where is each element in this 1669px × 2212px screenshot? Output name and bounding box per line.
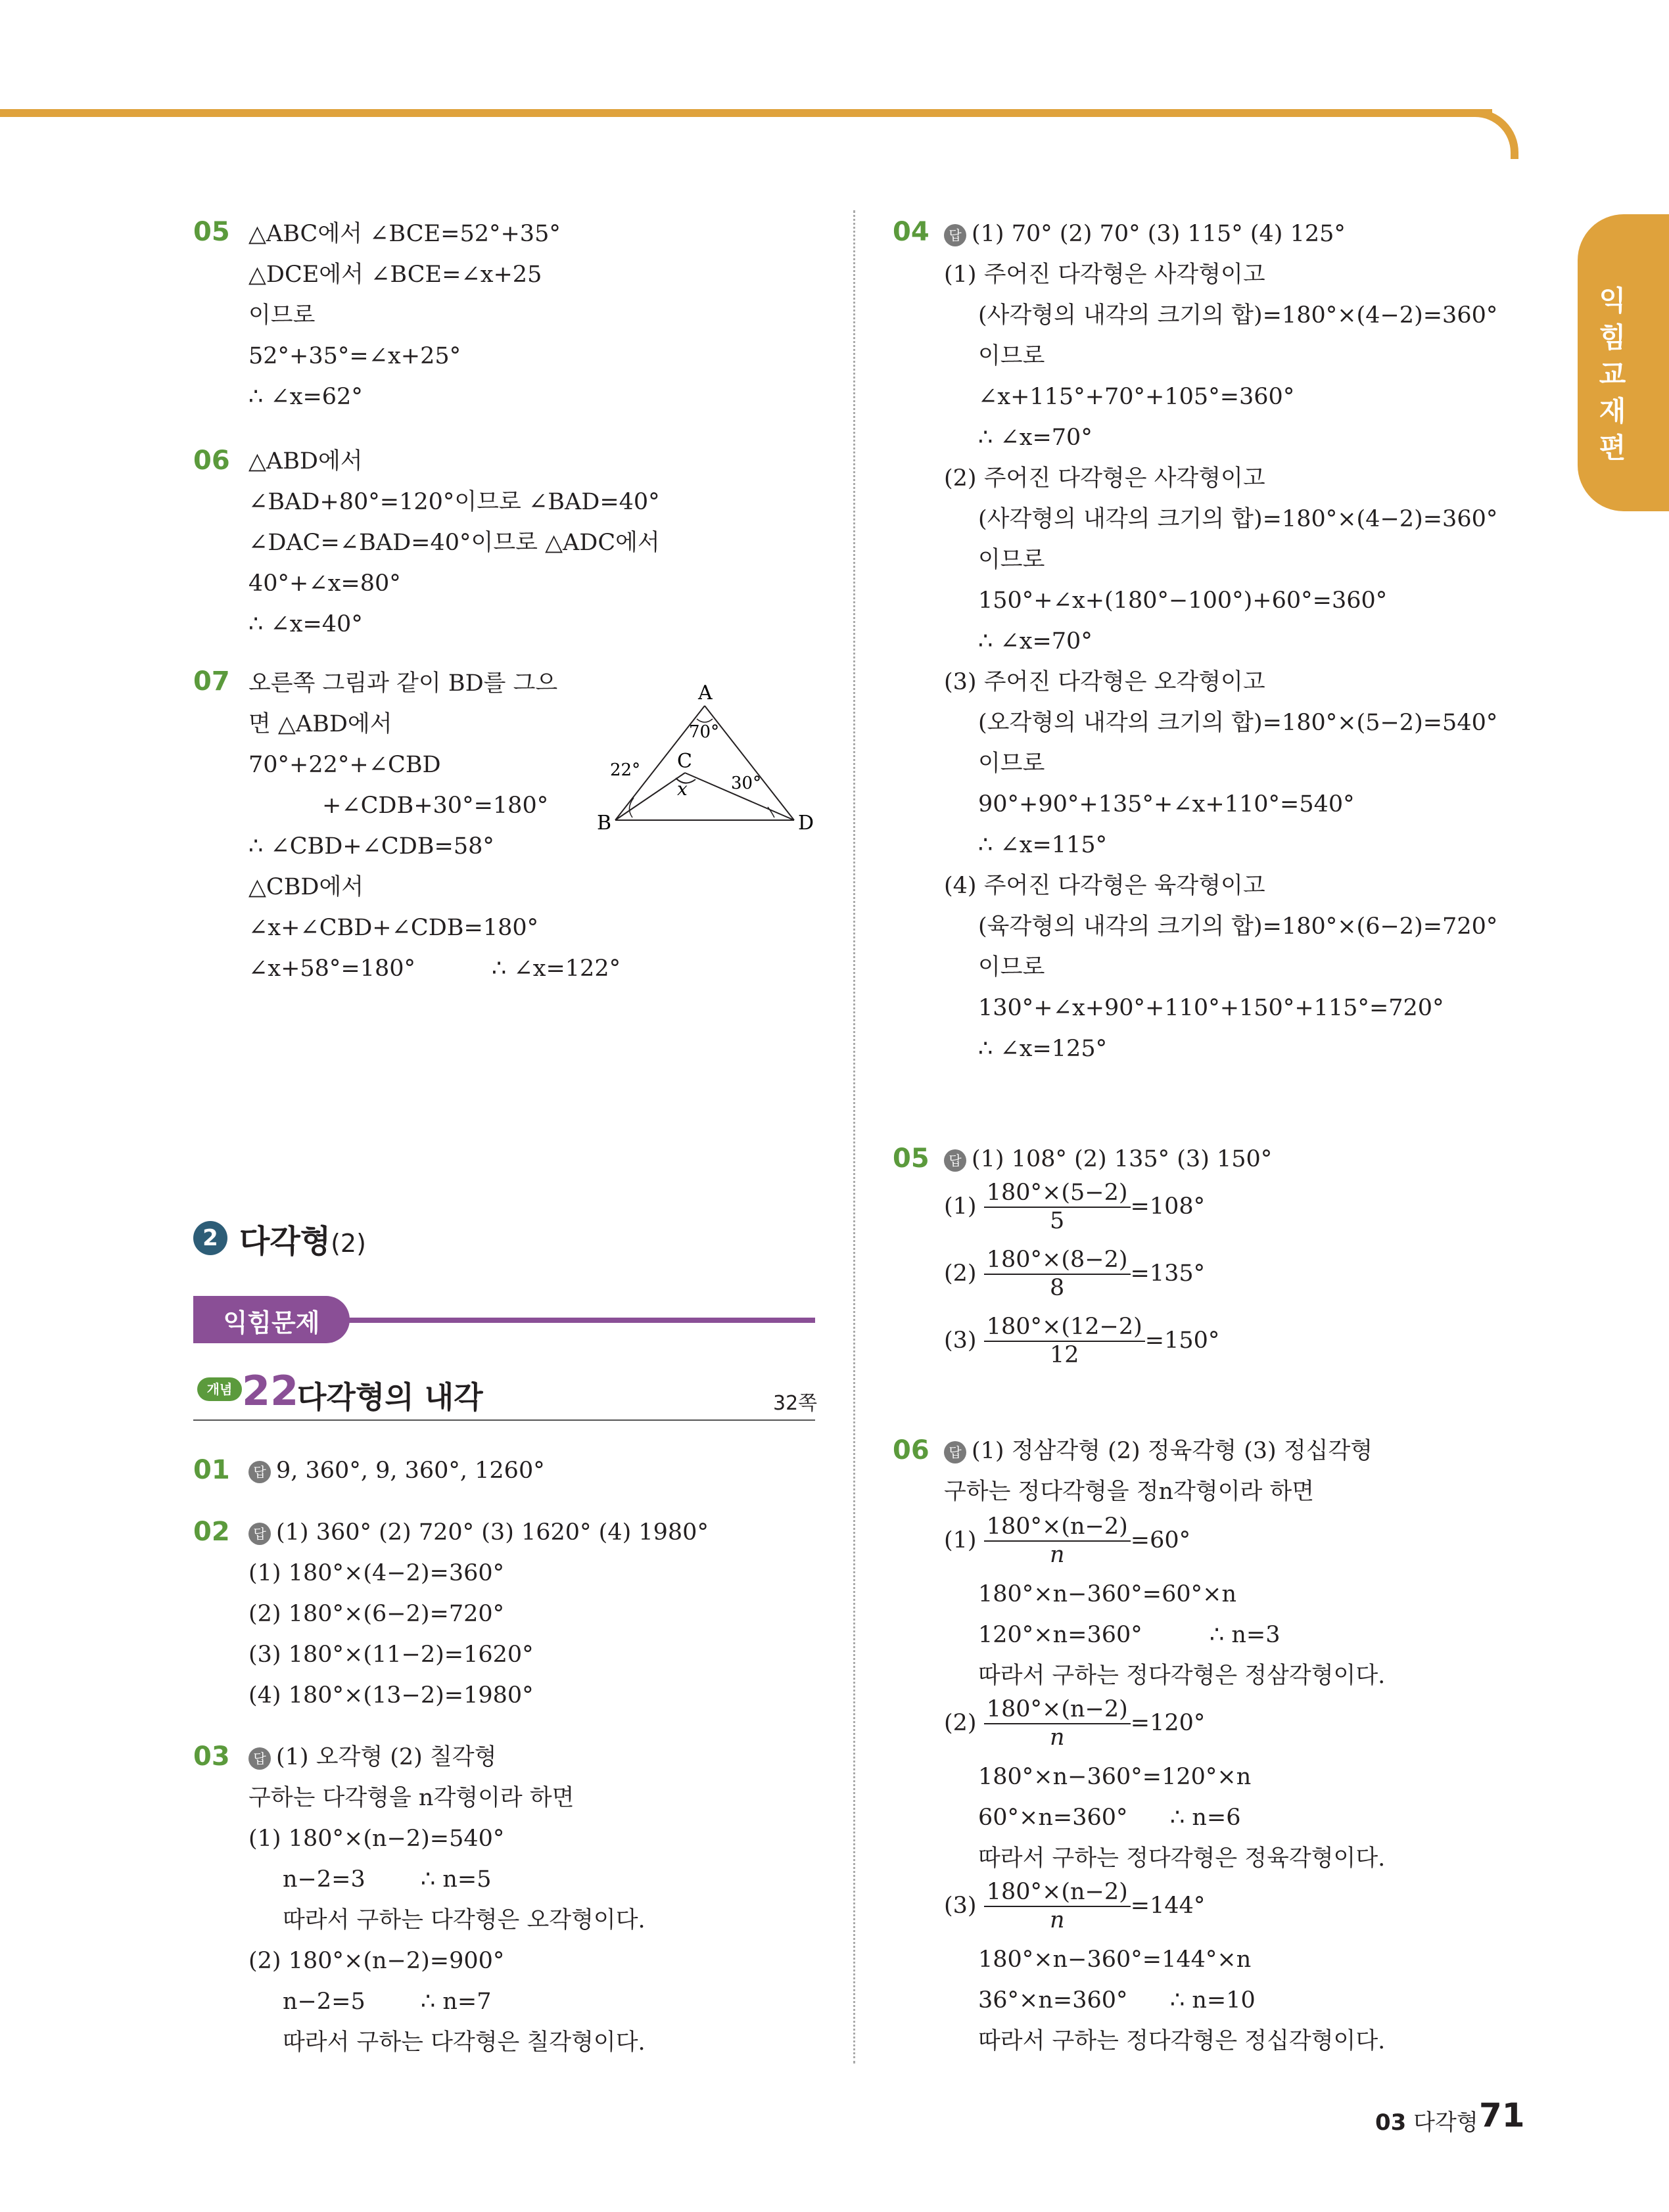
page-number: 71 — [1479, 2096, 1525, 2134]
solution-line: 구하는 정다각형을 정n각형이라 하면 — [944, 1479, 1315, 1505]
solution-line: 면 △ABD에서 — [248, 711, 392, 737]
solution-line: (사각형의 내각의 크기의 합)=180°×(4−2)=360° — [978, 506, 1498, 532]
answer-line: 답 (1) 108° (2) 135° (3) 150° — [944, 1145, 1272, 1174]
fraction-equation: (1) $\frac{180^\circ\times(5-2)}{5}$ =108° — [944, 1180, 1206, 1234]
solution-line: 130°+∠x+90°+110°+150°+115°=720° — [978, 995, 1444, 1021]
answer-badge: 답 — [944, 224, 966, 246]
solution-line: 120°×n=360° — [978, 1622, 1142, 1648]
solution-line: ∴ ∠x=70° — [978, 628, 1093, 655]
top-rule — [0, 109, 1492, 117]
solution-line: (3) 180°×(11−2)=1620° — [248, 1642, 534, 1668]
problem-number: 01 — [193, 1455, 230, 1485]
fraction-equation: (1) $\frac{180^\circ\times(n-2)}{n}$ =60° — [944, 1513, 1191, 1568]
solution-line: ∴ ∠CBD+∠CDB=58° — [248, 833, 494, 860]
solution-line: 따라서 구하는 정다각형은 정삼각형이다. — [978, 1663, 1386, 1689]
exercise-banner-rule — [342, 1318, 815, 1323]
solution-line: △DCE에서 ∠BCE=∠x+25 — [248, 262, 542, 288]
chapter-label: 03 다각형 — [1375, 2109, 1478, 2136]
solution-line: n−2=3 — [283, 1866, 365, 1893]
solution-line: 따라서 구하는 다각형은 칠각형이다. — [283, 2029, 646, 2056]
solution-line: 구하는 다각형을 n각형이라 하면 — [248, 1785, 575, 1811]
solution-line: ∴ n=5 — [421, 1866, 492, 1893]
vertex-label: A — [698, 681, 713, 704]
solution-line: 70°+22°+∠CBD — [248, 752, 441, 778]
solution-line: 90°+90°+135°+∠x+110°=540° — [978, 791, 1355, 818]
fraction-equation: (2) $\frac{180^\circ\times(8-2)}{8}$ =135° — [944, 1247, 1206, 1301]
solution-line: 따라서 구하는 다각형은 오각형이다. — [283, 1907, 646, 1933]
solution-line: 180°×n−360°=120°×n — [978, 1764, 1252, 1790]
problem-number: 06 — [893, 1435, 929, 1465]
concept-title: 다각형의 내각 — [297, 1379, 483, 1415]
angle-label: 30° — [731, 773, 762, 793]
solution-line: 이므로 — [978, 954, 1045, 980]
solution-line: ∴ n=7 — [421, 1989, 492, 2015]
solution-line: △ABC에서 ∠BCE=52°+35° — [248, 221, 561, 247]
solution-line: (4) 주어진 다각형은 육각형이고 — [944, 873, 1265, 899]
solution-line: 이므로 — [978, 750, 1045, 777]
fraction-equation: (2) $\frac{180^\circ\times(n-2)}{n}$ =120° — [944, 1696, 1206, 1751]
problem-number: 04 — [893, 217, 929, 247]
answer-badge: 답 — [944, 1149, 966, 1172]
section-number: 2 — [193, 1221, 227, 1255]
solution-line: △ABD에서 — [248, 448, 363, 474]
solution-line: 180°×n−360°=60°×n — [978, 1581, 1237, 1607]
angle-label: 70° — [689, 722, 720, 742]
solution-line: 52°+35°=∠x+25° — [248, 343, 461, 369]
solution-line: ∠x+115°+70°+105°=360° — [978, 384, 1295, 410]
answer-line: 답 (1) 오각형 (2) 칠각형 — [248, 1743, 496, 1772]
solution-line: 이므로 — [978, 547, 1045, 573]
answer-line: 답 (1) 360° (2) 720° (3) 1620° (4) 1980° — [248, 1518, 709, 1547]
problem-number: 05 — [893, 1143, 929, 1174]
solution-line: +∠CDB+30°=180° — [322, 793, 549, 819]
concept-badge: 개념 — [197, 1377, 242, 1401]
column-divider — [853, 210, 855, 2063]
angle-label: 22° — [610, 760, 641, 780]
solution-line: 따라서 구하는 정다각형은 정육각형이다. — [978, 1845, 1386, 1872]
concept-page-ref: 32쪽 — [773, 1392, 818, 1415]
solution-line: (1) 180°×(n−2)=540° — [248, 1826, 505, 1852]
solution-line: (2) 180°×(n−2)=900° — [248, 1948, 505, 1974]
solution-line: 이므로 — [978, 343, 1045, 369]
answer-line: 답 (1) 70° (2) 70° (3) 115° (4) 125° — [944, 219, 1346, 248]
solution-line: 이므로 — [248, 302, 316, 329]
solution-line: (사각형의 내각의 크기의 합)=180°×(4−2)=360° — [978, 302, 1498, 329]
solution-line: (2) 180°×(6−2)=720° — [248, 1601, 505, 1627]
solution-line: 40°+∠x=80° — [248, 570, 401, 597]
problem-number: 02 — [193, 1517, 230, 1547]
solution-line: (4) 180°×(13−2)=1980° — [248, 1682, 534, 1709]
solution-line: ∴ ∠x=62° — [248, 384, 363, 410]
answer-line: 답 9, 360°, 9, 360°, 1260° — [248, 1456, 545, 1485]
solution-line: △CBD에서 — [248, 874, 364, 900]
solution-line: 오른쪽 그림과 같이 BD를 그으 — [248, 670, 558, 697]
solution-line: ∴ ∠x=70° — [978, 425, 1093, 451]
solution-line: ∴ n=10 — [1170, 1987, 1256, 2014]
problem-number: 03 — [193, 1741, 230, 1772]
solution-line: ∴ ∠x=122° — [492, 956, 621, 982]
triangle-figure — [589, 664, 826, 841]
vertex-label: B — [597, 812, 612, 835]
solution-line: ∠x+∠CBD+∠CDB=180° — [248, 915, 539, 941]
answer-badge: 답 — [944, 1441, 966, 1463]
solution-line: ∠BAD+80°=120°이므로 ∠BAD=40° — [248, 489, 660, 515]
problem-number: 05 — [193, 217, 230, 247]
vertex-label: C — [677, 750, 692, 773]
exercise-banner-label: 익힘문제 — [223, 1308, 320, 1337]
solution-line: (2) 주어진 다각형은 사각형이고 — [944, 465, 1265, 492]
solution-line: ∴ ∠x=115° — [978, 832, 1108, 858]
solution-line: ∴ n=3 — [1210, 1622, 1281, 1648]
solution-line: 60°×n=360° — [978, 1805, 1128, 1831]
solution-line: ∠x+58°=180° — [248, 956, 416, 982]
solution-line: (3) 주어진 다각형은 오각형이고 — [944, 669, 1265, 695]
solution-line: ∠DAC=∠BAD=40°이므로 △ADC에서 — [248, 530, 660, 556]
problem-number: 06 — [193, 446, 230, 476]
concept-rule — [193, 1419, 815, 1421]
solution-line: 36°×n=360° — [978, 1987, 1128, 2014]
answer-badge: 답 — [248, 1523, 271, 1545]
solution-line: 150°+∠x+(180°−100°)+60°=360° — [978, 588, 1388, 614]
solution-line: ∴ ∠x=125° — [978, 1036, 1108, 1062]
solution-line: (오각형의 내각의 크기의 합)=180°×(5−2)=540° — [978, 710, 1498, 736]
solution-line: ∴ n=6 — [1170, 1805, 1241, 1831]
concept-number: 22 — [242, 1367, 299, 1415]
answer-badge: 답 — [248, 1747, 271, 1770]
solution-line: 180°×n−360°=144°×n — [978, 1947, 1252, 1973]
solution-line: 따라서 구하는 정다각형은 정십각형이다. — [978, 2028, 1386, 2054]
fraction-equation: (3) $\frac{180^\circ\times(n-2)}{n}$ =144° — [944, 1879, 1206, 1933]
solution-line: (1) 주어진 다각형은 사각형이고 — [944, 262, 1265, 288]
answer-badge: 답 — [248, 1461, 271, 1483]
top-rule-curve — [1446, 109, 1518, 159]
problem-number: 07 — [193, 666, 230, 697]
angle-label: x — [677, 778, 688, 800]
solution-line: (육각형의 내각의 크기의 합)=180°×(6−2)=720° — [978, 913, 1498, 940]
side-tab-label: 익힘교재편 — [1599, 285, 1626, 464]
solution-line: n−2=5 — [283, 1989, 365, 2015]
solution-line: (1) 180°×(4−2)=360° — [248, 1560, 505, 1586]
answer-line: 답 (1) 정삼각형 (2) 정육각형 (3) 정십각형 — [944, 1437, 1373, 1465]
solution-line: ∴ ∠x=40° — [248, 611, 363, 637]
section-title: 다각형(2) — [239, 1223, 366, 1260]
vertex-label: D — [798, 812, 814, 835]
fraction-equation: (3) $\frac{180^\circ\times(12-2)}{12}$ =150° — [944, 1314, 1220, 1368]
